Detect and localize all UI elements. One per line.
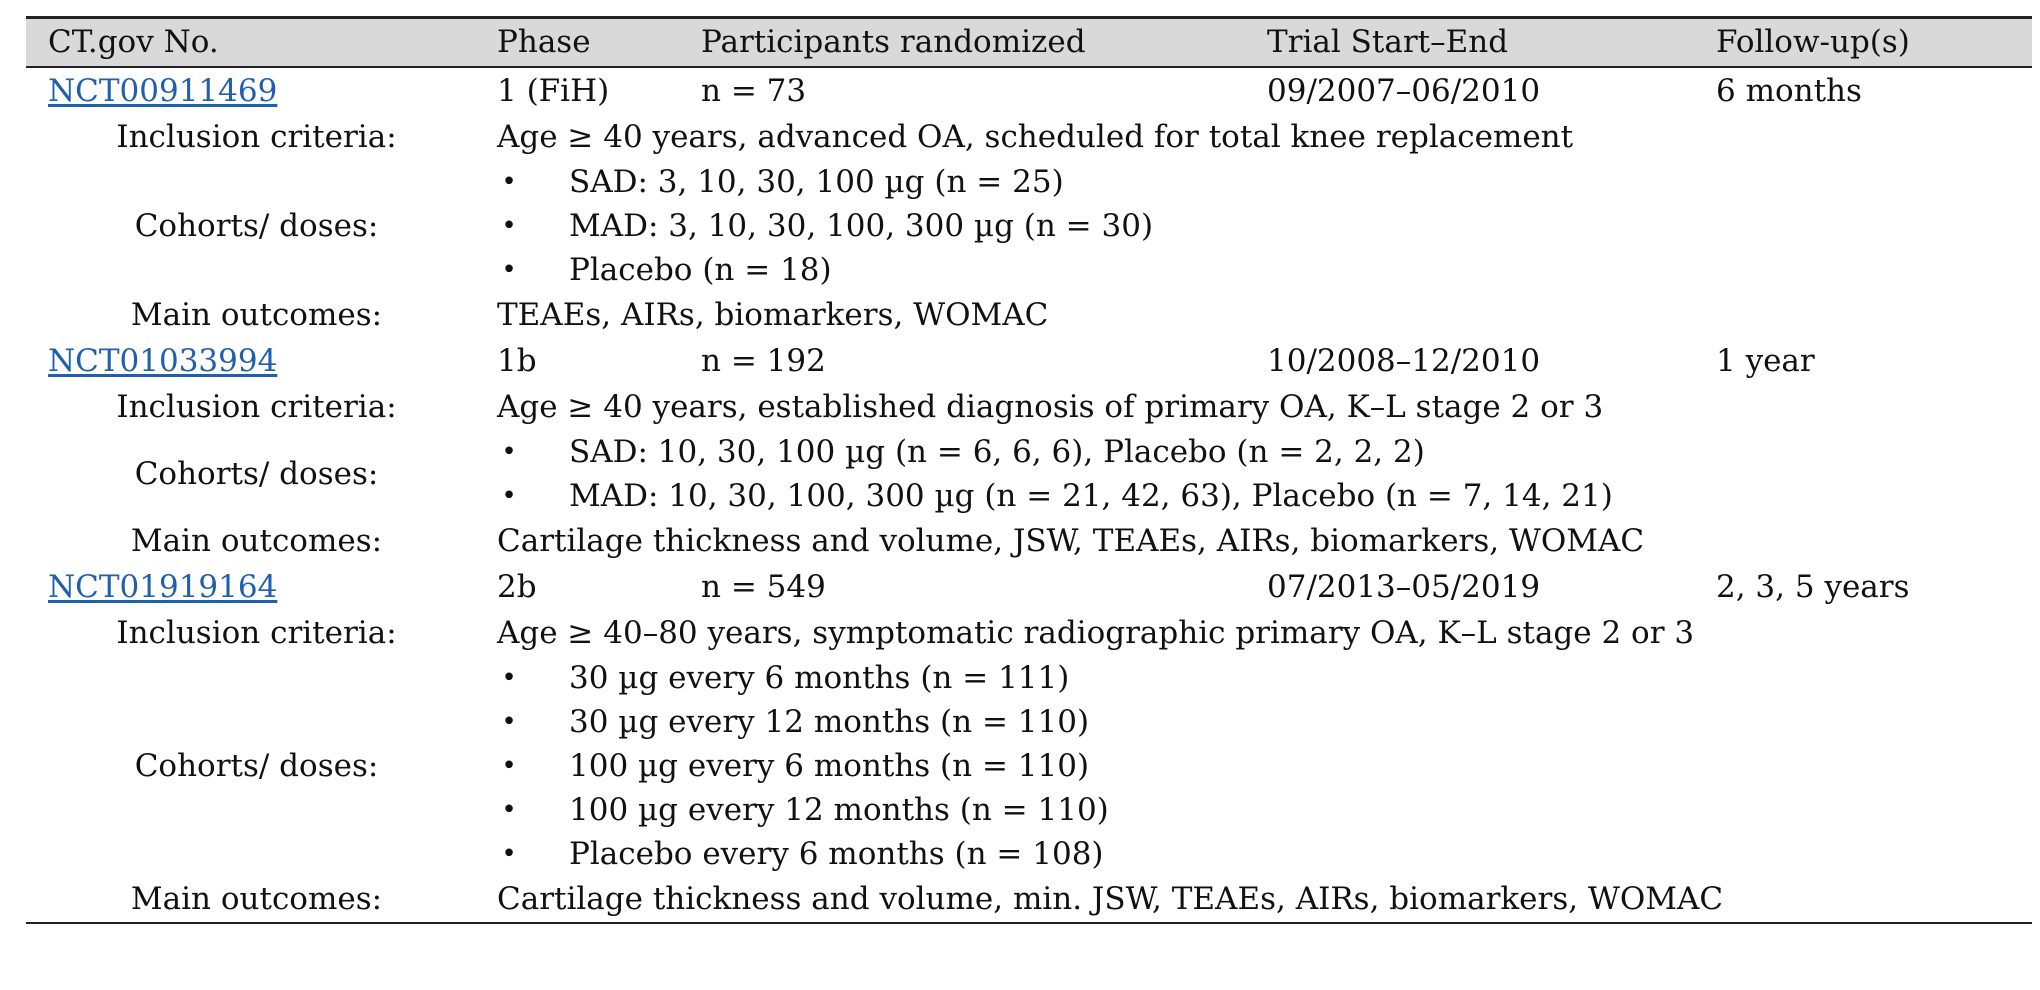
bullet-icon: •: [501, 211, 517, 241]
outcomes-text: Cartilage thickness and volume, JSW, TEAEs, AIRs, biomarkers, WOMAC: [497, 523, 1645, 559]
cohorts-cell: [497, 656, 2032, 876]
trial-row: [26, 338, 2032, 384]
cohort-text: MAD: 3, 10, 30, 100, 300 µg (n = 30): [569, 208, 1154, 244]
outcomes-text: Cartilage thickness and volume, min. JSW, TEAEs, AIRs, biomarkers, WOMAC: [497, 881, 1724, 917]
bullet-icon: •: [501, 839, 517, 869]
cohort-text: Placebo (n = 18): [569, 252, 832, 288]
bullet-icon: •: [501, 481, 517, 511]
cohort-text: SAD: 3, 10, 30, 100 µg (n = 25): [569, 164, 1064, 200]
outcomes-label: Main outcomes:: [130, 297, 383, 333]
trial-id-cell: [26, 564, 497, 610]
bullet-icon: •: [501, 795, 517, 825]
header-participants: Participants randomized: [701, 24, 1086, 60]
cohort-text: 100 µg every 6 months (n = 110): [569, 748, 1090, 784]
cohort-text: SAD: 10, 30, 100 µg (n = 6, 6, 6), Placebo (n = 2, 2, 2): [569, 434, 1425, 470]
outcomes-row: [26, 876, 2032, 923]
cohort-item: [497, 160, 2032, 204]
trial-participants: n = 549: [701, 569, 826, 605]
cohort-text: Placebo every 6 months (n = 108): [569, 836, 1104, 872]
trial-dates: 07/2013–05/2019: [1267, 569, 1541, 605]
trial-followup: 6 months: [1716, 73, 1862, 109]
cohorts-label: Cohorts/ doses:: [134, 456, 379, 492]
cohorts-cell: [497, 430, 2032, 518]
trial-dates: 09/2007–06/2010: [1267, 73, 1541, 109]
inclusion-text: Age ≥ 40–80 years, symptomatic radiographic primary OA, K–L stage 2 or 3: [497, 615, 1695, 651]
bullet-icon: •: [501, 437, 517, 467]
table-body: [26, 67, 2032, 923]
cohort-list: [497, 160, 2032, 292]
cohort-text: MAD: 10, 30, 100, 300 µg (n = 21, 42, 63), Placebo (n = 7, 14, 21): [569, 478, 1613, 514]
trial-participants: n = 192: [701, 343, 826, 379]
cohort-item: [497, 700, 2032, 744]
clinical-trials-table: [26, 16, 2032, 924]
inclusion-label: Inclusion criteria:: [116, 389, 397, 425]
inclusion-row: [26, 384, 2032, 430]
trial-row: [26, 67, 2032, 114]
header-ctgov-no: CT.gov No.: [48, 24, 219, 60]
trial-followup: 2, 3, 5 years: [1716, 569, 1910, 605]
cohort-item: [497, 204, 2032, 248]
inclusion-text: Age ≥ 40 years, established diagnosis of primary OA, K–L stage 2 or 3: [497, 389, 1604, 425]
bullet-icon: •: [501, 255, 517, 285]
header-followup: Follow-up(s): [1716, 24, 1910, 60]
cohort-item: [497, 430, 2032, 474]
bullet-icon: •: [501, 751, 517, 781]
outcomes-label: Main outcomes:: [130, 881, 383, 917]
cohorts-label: Cohorts/ doses:: [134, 208, 379, 244]
cohort-text: 30 µg every 12 months (n = 110): [569, 704, 1090, 740]
header-trial-dates: Trial Start–End: [1267, 24, 1509, 60]
cohorts-row: [26, 656, 2032, 876]
bullet-icon: •: [501, 167, 517, 197]
cohort-list: [497, 430, 2032, 518]
bullet-icon: •: [501, 707, 517, 737]
cohort-item: [497, 656, 2032, 700]
table-header: [26, 18, 2032, 68]
cohort-list: [497, 656, 2032, 876]
clinical-trials-table-container: [26, 16, 2032, 924]
trial-id-link[interactable]: NCT00911469: [48, 73, 278, 109]
outcomes-label: Main outcomes:: [130, 523, 383, 559]
cohort-item: [497, 744, 2032, 788]
cohorts-row: [26, 430, 2032, 518]
trial-row: [26, 564, 2032, 610]
cohort-item: [497, 474, 2032, 518]
cohort-text: 30 µg every 6 months (n = 111): [569, 660, 1070, 696]
inclusion-label: Inclusion criteria:: [116, 615, 397, 651]
cohorts-label: Cohorts/ doses:: [134, 748, 379, 784]
trial-followup: 1 year: [1716, 343, 1815, 379]
trial-id-cell: [26, 67, 497, 114]
bullet-icon: •: [501, 663, 517, 693]
cohort-item: [497, 788, 2032, 832]
trial-phase: 2b: [497, 569, 537, 605]
trial-dates: 10/2008–12/2010: [1267, 343, 1541, 379]
cohorts-cell: [497, 160, 2032, 292]
header-phase: Phase: [497, 24, 591, 60]
inclusion-label: Inclusion criteria:: [116, 119, 397, 155]
cohorts-row: [26, 160, 2032, 292]
header-row: [26, 18, 2032, 68]
trial-id-link[interactable]: NCT01919164: [48, 569, 278, 605]
inclusion-text: Age ≥ 40 years, advanced OA, scheduled for total knee replacement: [497, 119, 1574, 155]
cohort-item: [497, 248, 2032, 292]
cohort-text: 100 µg every 12 months (n = 110): [569, 792, 1109, 828]
trial-phase: 1b: [497, 343, 537, 379]
cohort-item: [497, 832, 2032, 876]
outcomes-row: [26, 518, 2032, 564]
outcomes-text: TEAEs, AIRs, biomarkers, WOMAC: [497, 297, 1049, 333]
trial-id-cell: [26, 338, 497, 384]
outcomes-row: [26, 292, 2032, 338]
inclusion-row: [26, 114, 2032, 160]
trial-phase: 1 (FiH): [497, 73, 610, 109]
trial-id-link[interactable]: NCT01033994: [48, 343, 278, 379]
inclusion-row: [26, 610, 2032, 656]
trial-participants: n = 73: [701, 73, 807, 109]
